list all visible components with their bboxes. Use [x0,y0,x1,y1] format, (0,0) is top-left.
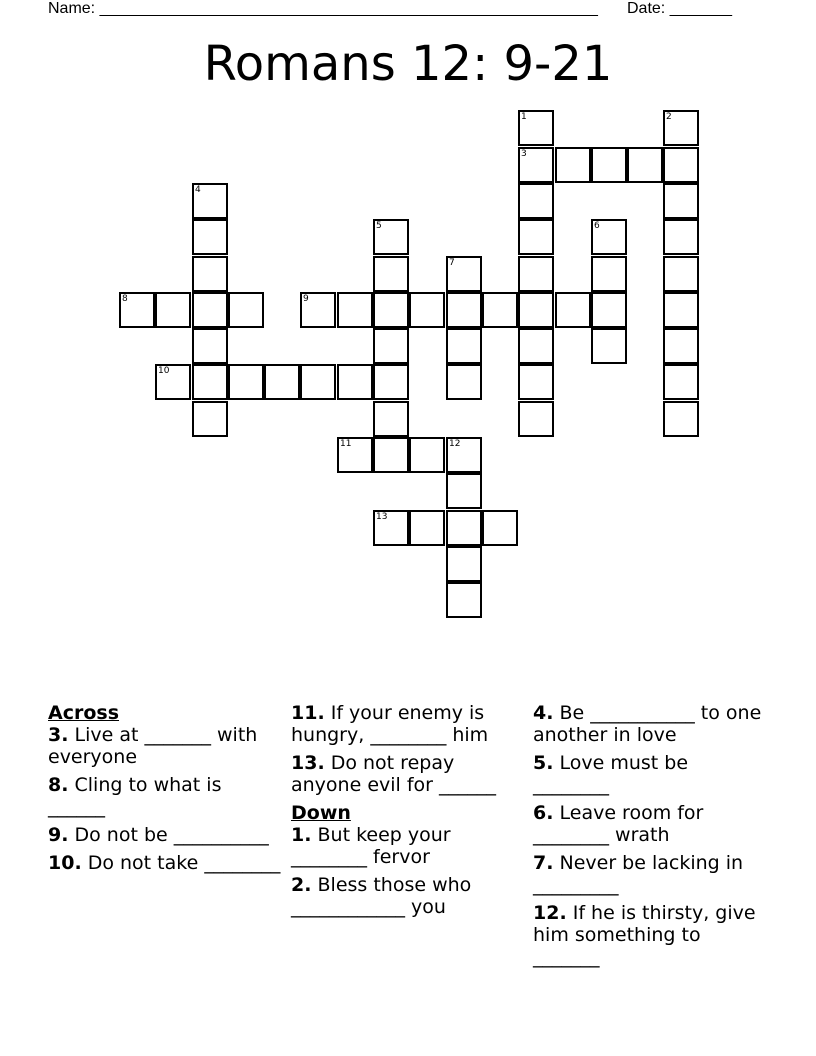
cell-number: 7 [449,258,455,268]
grid-cell[interactable] [373,328,409,364]
grid-cell[interactable] [446,328,482,364]
down-heading: Down [291,802,351,824]
down-clue-5 [533,752,769,796]
grid-cell[interactable] [591,292,627,328]
clue-number: 9. [48,824,69,846]
grid-cell[interactable] [446,292,482,328]
grid-cell[interactable] [663,328,699,364]
grid-cell[interactable] [446,256,482,292]
grid-cell[interactable] [518,401,554,437]
grid-cell[interactable] [192,401,228,437]
cell-number: 2 [666,112,672,122]
grid-cell[interactable] [373,401,409,437]
grid-cell[interactable] [446,546,482,582]
clue-column-2 [291,702,527,924]
across-clue-9 [48,824,284,846]
grid-cell[interactable] [337,437,373,473]
grid-cell[interactable] [192,219,228,255]
grid-cell[interactable] [373,510,409,546]
down-clue-12 [533,902,769,968]
clue-text: Bless those who ____________ you [291,874,472,918]
grid-cell[interactable] [409,437,445,473]
grid-cell[interactable] [337,292,373,328]
cell-number: 8 [122,294,128,304]
down-clue-2 [291,874,527,918]
cell-number: 5 [376,221,382,231]
cell-number: 6 [594,221,600,231]
grid-cell[interactable] [518,328,554,364]
grid-cell[interactable] [518,219,554,255]
grid-cell[interactable] [446,582,482,618]
grid-cell[interactable] [228,292,264,328]
grid-cell[interactable] [555,292,591,328]
grid-cell[interactable] [119,292,155,328]
grid-cell[interactable] [482,292,518,328]
grid-cell[interactable] [663,219,699,255]
grid-cell[interactable] [518,147,554,183]
grid-cell[interactable] [591,256,627,292]
grid-cell[interactable] [337,364,373,400]
grid-cell[interactable] [591,147,627,183]
across-clue-3 [48,724,284,768]
clue-number: 3. [48,724,69,746]
down-clue-1 [291,824,527,868]
clue-number: 7. [533,852,554,874]
grid-cell[interactable] [591,328,627,364]
clue-text: If your enemy is hungry, ________ him [291,702,489,746]
date-field-line[interactable]: Date: _______ [627,0,732,17]
clue-text: Cling to what is ______ [48,774,222,818]
clue-number: 1. [291,824,312,846]
page-title: Romans 12: 9-21 [203,36,613,92]
clue-text: But keep your ________ fervor [291,824,451,868]
grid-cell[interactable] [446,473,482,509]
clue-text: Be ___________ to one another in love [533,702,762,746]
grid-cell[interactable] [228,364,264,400]
grid-cell[interactable] [518,364,554,400]
cell-number: 11 [340,439,352,449]
grid-cell[interactable] [591,219,627,255]
grid-cell[interactable] [373,437,409,473]
cell-number: 13 [376,512,388,522]
across-clue-8 [48,774,284,818]
across-clue-11 [291,702,527,746]
clue-number: 11. [291,702,325,724]
grid-cell[interactable] [192,328,228,364]
clue-column-1 [48,702,284,880]
grid-cell[interactable] [663,292,699,328]
clue-number: 12. [533,902,567,924]
grid-cell[interactable] [264,364,300,400]
grid-cell[interactable] [446,364,482,400]
grid-cell[interactable] [373,292,409,328]
clue-number: 13. [291,752,325,774]
cell-number: 12 [449,439,461,449]
grid-cell[interactable] [663,401,699,437]
grid-cell[interactable] [663,183,699,219]
clue-column-3 [533,702,769,974]
clue-number: 4. [533,702,554,724]
grid-cell[interactable] [663,147,699,183]
grid-cell[interactable] [555,147,591,183]
grid-cell[interactable] [373,219,409,255]
grid-cell[interactable] [373,364,409,400]
grid-cell[interactable] [373,256,409,292]
grid-cell[interactable] [192,364,228,400]
grid-cell[interactable] [518,292,554,328]
down-clue-7 [533,852,769,896]
grid-cell[interactable] [409,292,445,328]
grid-cell[interactable] [300,364,336,400]
cell-number: 9 [303,294,309,304]
across-clue-10 [48,852,284,874]
clue-text: Love must be ________ [533,752,689,796]
clue-number: 8. [48,774,69,796]
grid-cell[interactable] [663,364,699,400]
cell-number: 4 [195,185,201,195]
clue-text: Do not be __________ [74,824,269,846]
grid-cell[interactable] [482,510,518,546]
grid-cell[interactable] [155,364,191,400]
grid-cell[interactable] [155,292,191,328]
grid-cell[interactable] [446,510,482,546]
grid-cell[interactable] [192,292,228,328]
grid-cell[interactable] [663,256,699,292]
name-field-line[interactable]: Name: ________________________________________________________ [48,0,598,17]
grid-cell[interactable] [518,256,554,292]
grid-cell[interactable] [300,292,336,328]
grid-cell[interactable] [409,510,445,546]
cell-number: 1 [521,112,527,122]
grid-cell[interactable] [518,110,554,146]
clue-text: Do not take ________ [87,852,281,874]
down-clue-6 [533,802,769,846]
cell-number: 3 [521,149,527,159]
down-clue-4 [533,702,769,746]
clue-text: Live at _______ with everyone [48,724,258,768]
clue-number: 2. [291,874,312,896]
cell-number: 10 [158,366,170,376]
grid-cell[interactable] [627,147,663,183]
clue-number: 10. [48,852,82,874]
grid-cell[interactable] [192,183,228,219]
grid-cell[interactable] [518,183,554,219]
grid-cell[interactable] [192,256,228,292]
across-heading: Across [48,702,120,724]
clue-text: Leave room for ________ wrath [533,802,704,846]
clue-number: 5. [533,752,554,774]
across-clue-13 [291,752,527,796]
clue-text: If he is thirsty, give him something to _______ [533,902,756,968]
clue-text: Do not repay anyone evil for ______ [291,752,497,796]
clue-number: 6. [533,802,554,824]
grid-cell[interactable] [663,110,699,146]
grid-cell[interactable] [446,437,482,473]
clue-text: Never be lacking in _________ [533,852,744,896]
